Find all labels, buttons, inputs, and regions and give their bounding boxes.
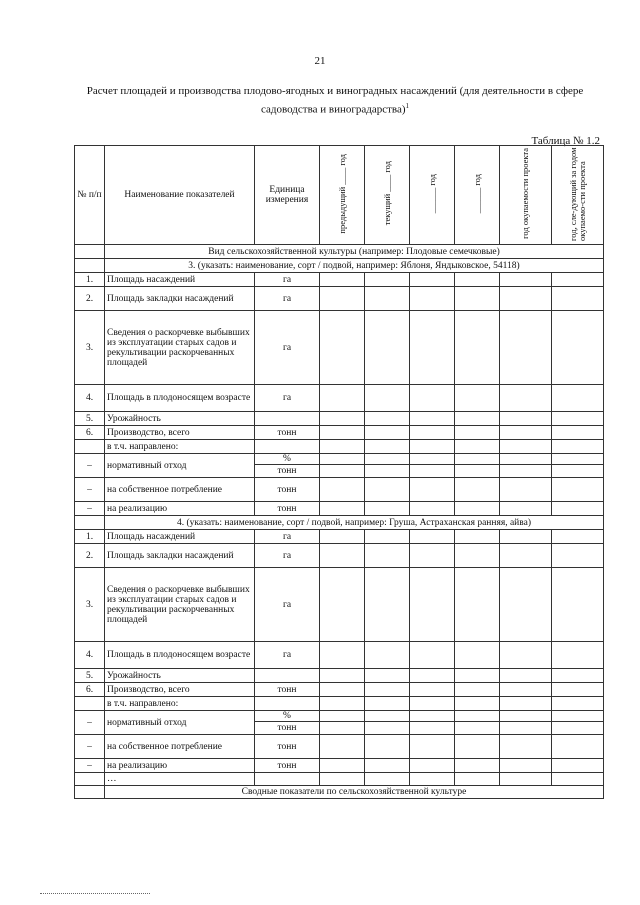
value-cell[interactable] [455, 426, 500, 440]
table-row [75, 311, 604, 385]
row-number: 4. [75, 642, 105, 669]
row-name: на реализацию [105, 502, 255, 516]
value-cell[interactable] [455, 697, 500, 711]
value-cell[interactable] [552, 642, 604, 669]
section-4-title: 4. (указать: наименование, сорт / подвой, например: Груша, Астраханская ранняя, айва) [105, 516, 604, 530]
value-cell[interactable] [500, 568, 552, 642]
value-cell[interactable] [455, 287, 500, 311]
value-cell[interactable] [455, 722, 500, 735]
value-cell[interactable] [552, 311, 604, 385]
header-unit: Единица измерения [255, 146, 320, 245]
row-name: нормативный отход [105, 711, 255, 735]
row-name: Площадь в плодоносящем возрасте [105, 642, 255, 669]
row-unit: тонн [255, 683, 320, 697]
table-row [75, 544, 604, 568]
value-cell[interactable] [320, 669, 365, 683]
table-row [75, 683, 604, 697]
value-cell[interactable] [365, 385, 410, 412]
row-name: на реализацию [105, 759, 255, 773]
crop-type-row [75, 245, 604, 259]
table-row [75, 287, 604, 311]
value-cell[interactable] [500, 287, 552, 311]
value-cell[interactable] [365, 642, 410, 669]
row-number [75, 697, 105, 711]
value-cell[interactable] [365, 478, 410, 502]
value-cell[interactable] [320, 426, 365, 440]
value-cell[interactable] [320, 465, 365, 478]
value-cell[interactable] [552, 773, 604, 786]
value-cell[interactable] [365, 697, 410, 711]
value-cell[interactable] [500, 440, 552, 454]
value-cell[interactable] [410, 311, 455, 385]
value-cell[interactable] [365, 412, 410, 426]
row-name: в т.ч. направлено: [105, 440, 255, 454]
value-cell[interactable] [500, 478, 552, 502]
header-col-5-text: год окупаемости проекта [520, 148, 530, 239]
value-cell[interactable] [455, 465, 500, 478]
value-cell[interactable] [500, 385, 552, 412]
table-row [75, 735, 604, 759]
value-cell[interactable] [365, 311, 410, 385]
row-unit: га [255, 544, 320, 568]
header-col-2-text: текущий ____ год [381, 161, 392, 226]
value-cell[interactable] [455, 683, 500, 697]
value-cell[interactable] [552, 568, 604, 642]
row-name: Площадь насаждений [105, 530, 255, 544]
value-cell[interactable] [410, 385, 455, 412]
value-cell[interactable] [552, 478, 604, 502]
value-cell[interactable] [320, 642, 365, 669]
title-footnote: 1 [405, 102, 410, 110]
value-cell[interactable] [552, 440, 604, 454]
value-cell[interactable] [410, 735, 455, 759]
section-4-title-row [75, 516, 604, 530]
value-cell[interactable] [410, 273, 455, 287]
row-number: 5. [75, 669, 105, 683]
value-cell[interactable] [410, 683, 455, 697]
value-cell[interactable] [500, 669, 552, 683]
value-cell[interactable] [410, 426, 455, 440]
value-cell[interactable] [500, 759, 552, 773]
row-number: 5. [75, 412, 105, 426]
value-cell[interactable] [455, 385, 500, 412]
row-name: Площадь насаждений [105, 273, 255, 287]
section-3-title: 3. (указать: наименование, сорт / подвой, например: Яблоня, Яндыковское, 54118) [105, 259, 604, 273]
value-cell[interactable] [365, 759, 410, 773]
row-number: – [75, 454, 105, 478]
value-cell[interactable] [455, 735, 500, 759]
table-label: Таблица № 1.2 [531, 135, 600, 147]
row-unit: тонн [255, 759, 320, 773]
section-4-title-num [75, 516, 105, 530]
header-row [75, 146, 604, 245]
value-cell[interactable] [552, 465, 604, 478]
row-number: 6. [75, 683, 105, 697]
row-number: 2. [75, 287, 105, 311]
row-number: 2. [75, 544, 105, 568]
value-cell[interactable] [320, 440, 365, 454]
value-cell[interactable] [455, 478, 500, 502]
row-name: Сведения о раскорчевке выбывших из эксплуатации старых садов и рекультивации раскорчеванных площадей [105, 311, 255, 385]
row-unit: тонн [255, 735, 320, 759]
section-3-title-num [75, 259, 105, 273]
row-name: Площадь в плодоносящем возрасте [105, 385, 255, 412]
row-unit [255, 412, 320, 426]
row-unit: га [255, 287, 320, 311]
value-cell[interactable] [365, 273, 410, 287]
value-cell[interactable] [552, 735, 604, 759]
row-number: – [75, 502, 105, 516]
header-col-3-text: ______ год [426, 173, 437, 214]
value-cell[interactable] [552, 722, 604, 735]
value-cell[interactable] [410, 502, 455, 516]
row-name: Производство, всего [105, 426, 255, 440]
row-number: – [75, 735, 105, 759]
value-cell[interactable] [455, 642, 500, 669]
value-cell[interactable] [410, 759, 455, 773]
value-cell[interactable] [365, 568, 410, 642]
row-number: 4. [75, 385, 105, 412]
value-cell[interactable] [320, 311, 365, 385]
value-cell[interactable] [500, 426, 552, 440]
footnote-divider [40, 893, 150, 894]
summary-text: Сводные показатели по сельскохозяйственной культуре [105, 786, 604, 799]
header-col-4 [455, 146, 500, 245]
table-row [75, 385, 604, 412]
row-name: Сведения о раскорчевке выбывших из эксплуатации старых садов и рекультивации раскорчеванных площадей [105, 568, 255, 642]
value-cell[interactable] [320, 697, 365, 711]
value-cell[interactable] [500, 465, 552, 478]
value-cell[interactable] [320, 502, 365, 516]
value-cell[interactable] [500, 722, 552, 735]
value-cell[interactable] [410, 454, 455, 465]
value-cell[interactable] [365, 440, 410, 454]
row-number: 3. [75, 311, 105, 385]
table-row [75, 426, 604, 440]
value-cell[interactable] [410, 711, 455, 722]
row-number: 6. [75, 426, 105, 440]
value-cell[interactable] [500, 454, 552, 465]
value-cell[interactable] [410, 287, 455, 311]
value-cell[interactable] [455, 311, 500, 385]
value-cell[interactable] [365, 426, 410, 440]
table-row [75, 711, 604, 722]
value-cell[interactable] [552, 530, 604, 544]
value-cell[interactable] [365, 544, 410, 568]
value-cell[interactable] [320, 683, 365, 697]
value-cell[interactable] [365, 465, 410, 478]
value-cell[interactable] [365, 722, 410, 735]
value-cell[interactable] [455, 273, 500, 287]
value-cell[interactable] [500, 735, 552, 759]
row-number: 3. [75, 568, 105, 642]
row-unit [255, 669, 320, 683]
section-3-title-row [75, 259, 604, 273]
value-cell[interactable] [500, 642, 552, 669]
value-cell[interactable] [500, 544, 552, 568]
data-table [74, 145, 604, 799]
value-cell[interactable] [410, 544, 455, 568]
page-number: 21 [314, 55, 326, 67]
crop-type-num [75, 245, 105, 259]
value-cell[interactable] [455, 502, 500, 516]
value-cell[interactable] [552, 697, 604, 711]
row-name: на собственное потребление [105, 735, 255, 759]
row-name: на собственное потребление [105, 478, 255, 502]
row-unit: % [255, 454, 320, 465]
value-cell[interactable] [552, 502, 604, 516]
value-cell[interactable] [455, 440, 500, 454]
row-unit: га [255, 642, 320, 669]
value-cell[interactable] [320, 544, 365, 568]
value-cell[interactable] [320, 711, 365, 722]
header-name: Наименование показателей [105, 146, 255, 245]
table-row [75, 530, 604, 544]
row-number [75, 440, 105, 454]
value-cell[interactable] [320, 412, 365, 426]
header-num: № п/п [75, 146, 105, 245]
value-cell[interactable] [552, 273, 604, 287]
row-name: Площадь закладки насаждений [105, 287, 255, 311]
value-cell[interactable] [320, 454, 365, 465]
summary-num [75, 786, 105, 799]
value-cell[interactable] [410, 642, 455, 669]
value-cell[interactable] [552, 426, 604, 440]
table-row [75, 669, 604, 683]
value-cell[interactable] [552, 544, 604, 568]
row-unit: тонн [255, 722, 320, 735]
value-cell[interactable] [500, 412, 552, 426]
value-cell[interactable] [500, 773, 552, 786]
table-row [75, 642, 604, 669]
value-cell[interactable] [455, 711, 500, 722]
value-cell[interactable] [410, 478, 455, 502]
value-cell[interactable] [500, 502, 552, 516]
header-col-6 [552, 146, 604, 245]
value-cell[interactable] [410, 568, 455, 642]
value-cell[interactable] [320, 287, 365, 311]
row-unit: га [255, 273, 320, 287]
value-cell[interactable] [320, 385, 365, 412]
value-cell[interactable] [552, 385, 604, 412]
value-cell[interactable] [500, 683, 552, 697]
value-cell[interactable] [410, 722, 455, 735]
value-cell[interactable] [365, 683, 410, 697]
value-cell[interactable] [365, 287, 410, 311]
row-number [75, 773, 105, 786]
value-cell[interactable] [320, 568, 365, 642]
row-unit: тонн [255, 465, 320, 478]
page-title [75, 84, 595, 118]
row-number: – [75, 711, 105, 735]
value-cell[interactable] [320, 773, 365, 786]
header-col-4-text: ______ год [471, 173, 482, 214]
value-cell[interactable] [365, 454, 410, 465]
value-cell[interactable] [365, 502, 410, 516]
row-unit: тонн [255, 502, 320, 516]
value-cell[interactable] [500, 530, 552, 544]
value-cell[interactable] [455, 669, 500, 683]
row-number: 1. [75, 530, 105, 544]
row-unit: га [255, 311, 320, 385]
table-row [75, 412, 604, 426]
header-col-1-text: предыдущий ____ год [336, 153, 347, 234]
value-cell[interactable] [410, 773, 455, 786]
value-cell[interactable] [455, 412, 500, 426]
value-cell[interactable] [320, 478, 365, 502]
row-unit: га [255, 568, 320, 642]
table-row [75, 759, 604, 773]
value-cell[interactable] [320, 530, 365, 544]
table-row [75, 440, 604, 454]
value-cell[interactable] [552, 711, 604, 722]
value-cell[interactable] [365, 669, 410, 683]
value-cell[interactable] [320, 759, 365, 773]
row-name: Площадь закладки насаждений [105, 544, 255, 568]
value-cell[interactable] [455, 530, 500, 544]
crop-type-text: Вид сельскохозяйственной культуры (например: Плодовые семечковые) [105, 245, 604, 259]
value-cell[interactable] [365, 735, 410, 759]
row-name: Производство, всего [105, 683, 255, 697]
ellipsis-cell: … [105, 773, 255, 786]
header-col-2 [365, 146, 410, 245]
value-cell[interactable] [500, 697, 552, 711]
table-row [75, 478, 604, 502]
row-name: нормативный отход [105, 454, 255, 478]
value-cell[interactable] [500, 311, 552, 385]
header-col-6-text: год, сле-дующий за годом окупаемо-сти проекта [567, 147, 587, 241]
row-name: в т.ч. направлено: [105, 697, 255, 711]
value-cell[interactable] [410, 697, 455, 711]
title-text: Расчет площадей и производства плодово-ягодных и виноградных насаждений (для деятельности в сфере садоводства и виноградарства) [86, 85, 584, 116]
value-cell[interactable] [455, 544, 500, 568]
header-col-3 [410, 146, 455, 245]
row-unit: га [255, 385, 320, 412]
row-unit [255, 773, 320, 786]
value-cell[interactable] [365, 773, 410, 786]
value-cell[interactable] [320, 722, 365, 735]
value-cell[interactable] [410, 465, 455, 478]
table-row [75, 273, 604, 287]
row-unit [255, 440, 320, 454]
table-row [75, 568, 604, 642]
value-cell[interactable] [410, 669, 455, 683]
row-number: 1. [75, 273, 105, 287]
row-unit: тонн [255, 478, 320, 502]
value-cell[interactable] [410, 440, 455, 454]
value-cell[interactable] [552, 669, 604, 683]
value-cell[interactable] [365, 530, 410, 544]
row-unit: га [255, 530, 320, 544]
value-cell[interactable] [365, 711, 410, 722]
row-unit [255, 697, 320, 711]
table-row [75, 697, 604, 711]
value-cell[interactable] [320, 273, 365, 287]
header-col-1 [320, 146, 365, 245]
row-unit: тонн [255, 426, 320, 440]
value-cell[interactable] [552, 683, 604, 697]
value-cell[interactable] [455, 773, 500, 786]
value-cell[interactable] [552, 759, 604, 773]
row-number: – [75, 478, 105, 502]
value-cell[interactable] [320, 735, 365, 759]
value-cell[interactable] [552, 454, 604, 465]
table-row [75, 454, 604, 465]
value-cell[interactable] [455, 568, 500, 642]
summary-row [75, 786, 604, 799]
value-cell[interactable] [410, 530, 455, 544]
table-row [75, 502, 604, 516]
row-name: Урожайность [105, 669, 255, 683]
value-cell[interactable] [410, 412, 455, 426]
value-cell[interactable] [500, 711, 552, 722]
value-cell[interactable] [552, 412, 604, 426]
table-row [75, 773, 604, 786]
row-number: – [75, 759, 105, 773]
value-cell[interactable] [552, 287, 604, 311]
value-cell[interactable] [500, 273, 552, 287]
row-name: Урожайность [105, 412, 255, 426]
row-unit: % [255, 711, 320, 722]
value-cell[interactable] [455, 454, 500, 465]
value-cell[interactable] [455, 759, 500, 773]
header-col-5 [500, 146, 552, 245]
